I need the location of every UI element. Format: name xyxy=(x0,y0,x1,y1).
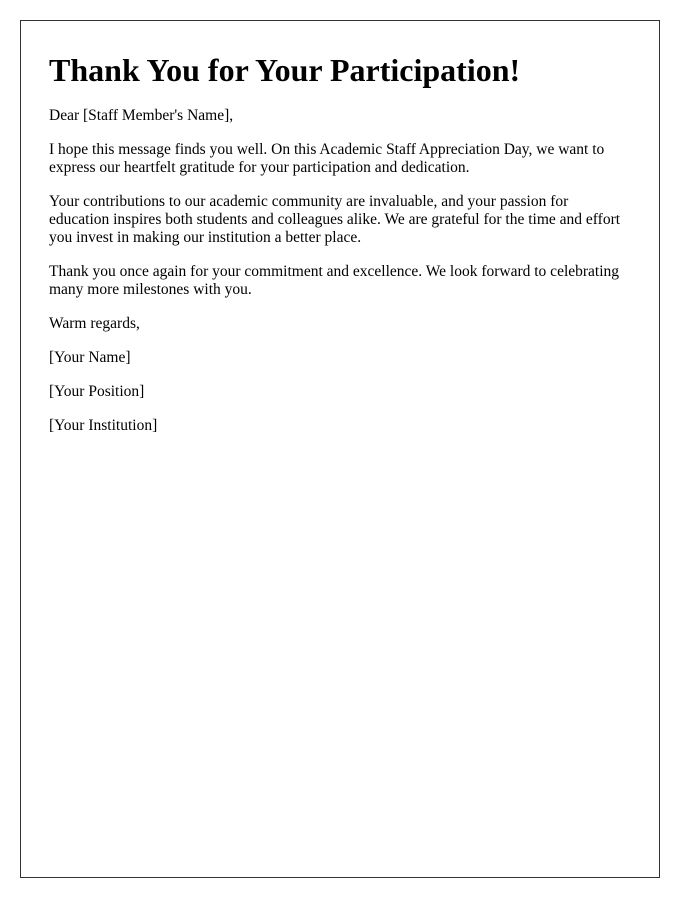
signature-position: [Your Position] xyxy=(49,383,145,400)
signature-name: [Your Name] xyxy=(49,349,131,366)
closing: Warm regards, xyxy=(49,315,140,332)
body-paragraph-2: Your contributions to our academic community are invaluable, and your passion for education inspires both students and colleagues alike. We are grateful for the time and effort you invest in making our institution a better place. xyxy=(49,193,621,246)
body-paragraph-1: I hope this message finds you well. On this Academic Staff Appreciation Day, we want to express our heartfelt gratitude for your participation and dedication. xyxy=(49,141,605,176)
letter-title: Thank You for Your Participation! xyxy=(49,52,521,88)
signature-institution: [Your Institution] xyxy=(49,417,158,434)
letter-container xyxy=(20,20,660,878)
salutation: Dear [Staff Member's Name], xyxy=(49,107,234,124)
body-paragraph-3: Thank you once again for your commitment and excellence. We look forward to celebrating many more milestones with you. xyxy=(49,263,620,298)
